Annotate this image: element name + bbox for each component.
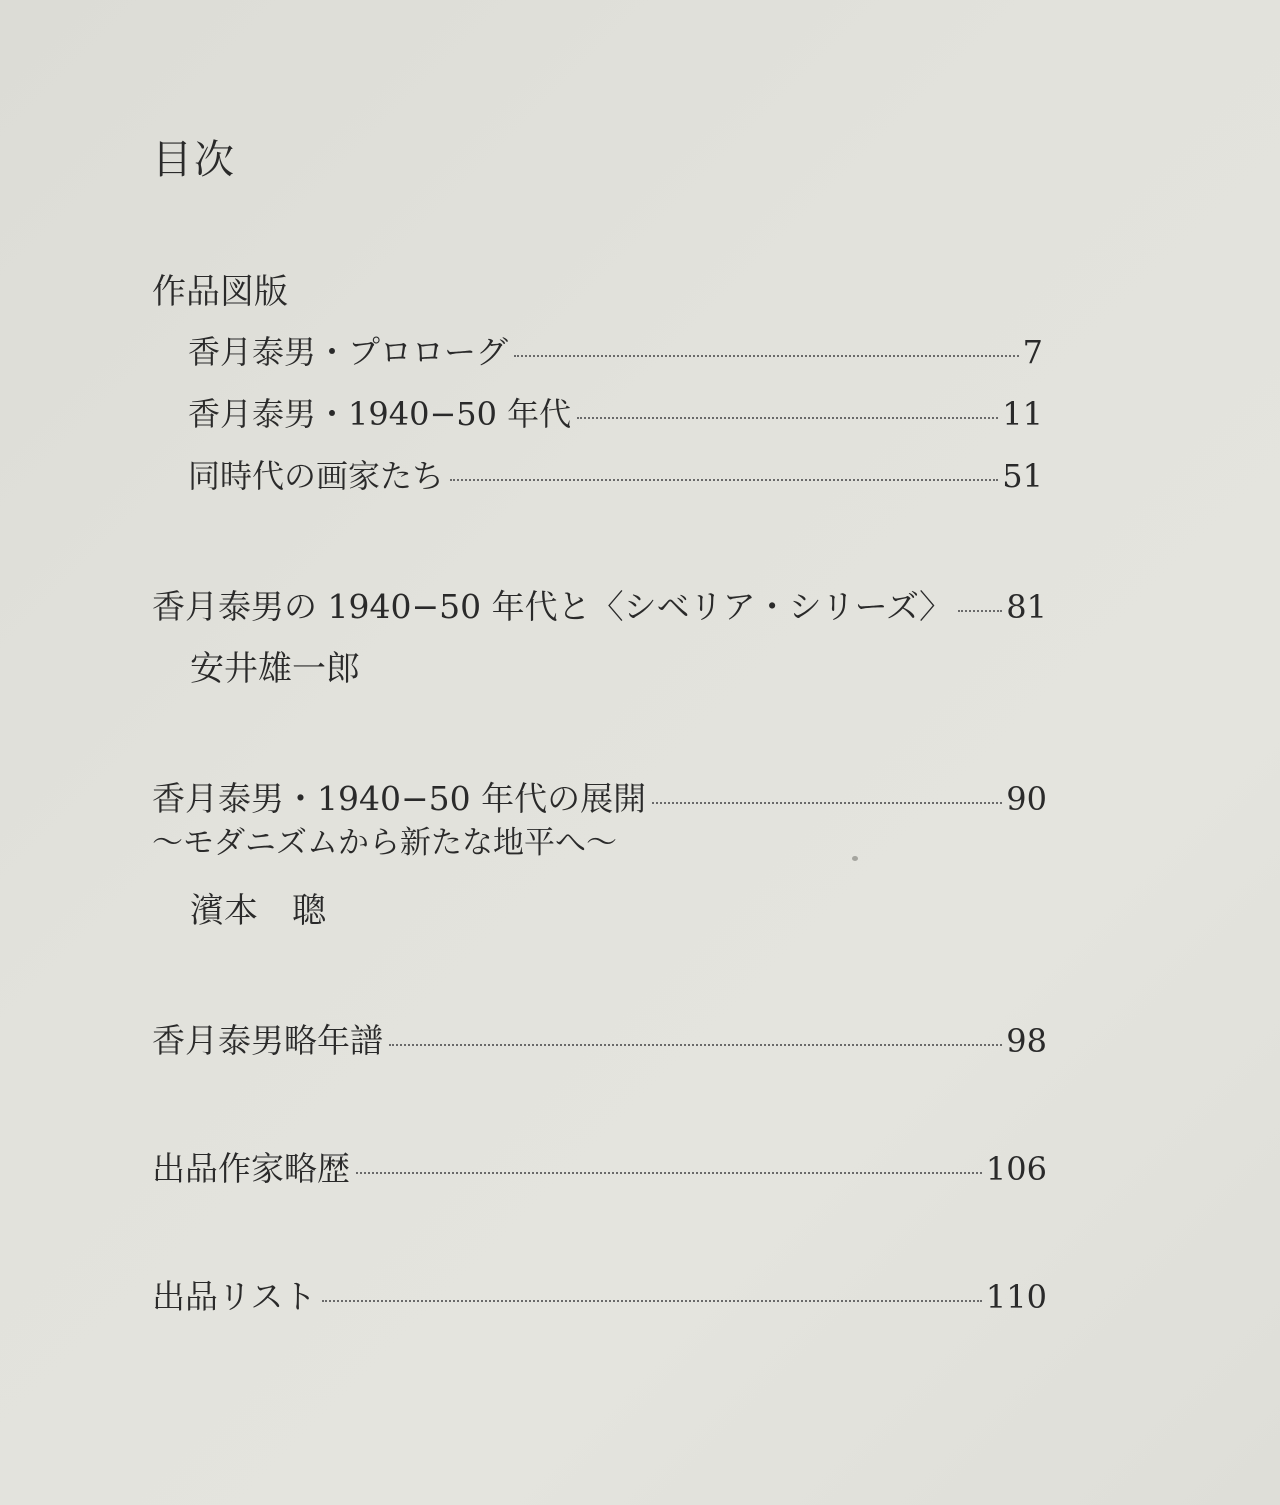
essay-author: 安井雄一郎 (190, 649, 360, 689)
toc-entry-page-number: 51 (1002, 457, 1043, 495)
toc-entry-page-number: 7 (1022, 333, 1043, 371)
toc-entry-label: 香月泰男略年譜 (152, 1021, 383, 1060)
toc-entry-page-number: 98 (1006, 1022, 1047, 1060)
page-title: 目次 (152, 137, 236, 183)
toc-entry-essay-development (152, 779, 1047, 818)
dotted-leader (322, 1300, 982, 1302)
toc-entry-essay-siberia (152, 587, 1047, 626)
toc-entry-label: 香月泰男・プロローグ (188, 333, 509, 371)
toc-entry-label: 香月泰男・1940−50 年代の展開 (152, 779, 647, 818)
toc-entry-page-number: 106 (985, 1150, 1047, 1188)
toc-entry-artist-biographies (152, 1149, 1047, 1188)
essay-subtitle: 〜モダニズムから新たな地平へ〜 (152, 825, 617, 861)
toc-entry-page-number: 81 (1006, 588, 1047, 626)
toc-entry-label: 同時代の画家たち (188, 457, 445, 495)
toc-entry-label: 出品リスト (152, 1277, 317, 1316)
toc-entry-1940-50s (188, 395, 1043, 433)
toc-entry-page-number: 90 (1006, 780, 1047, 818)
dotted-leader (652, 802, 1002, 804)
section-heading-plates: 作品図版 (152, 272, 288, 312)
toc-entry-prologue (188, 333, 1043, 371)
dotted-leader (577, 417, 998, 419)
dotted-leader (958, 610, 1002, 612)
toc-entry-label: 香月泰男・1940−50 年代 (188, 395, 572, 433)
toc-entry-label: 香月泰男の 1940−50 年代と〈シベリア・シリーズ〉 (152, 587, 952, 626)
toc-entry-page-number: 11 (1002, 395, 1043, 433)
dotted-leader (389, 1044, 1002, 1046)
dotted-leader (450, 479, 998, 481)
toc-entry-chronology (152, 1021, 1047, 1060)
paper-speck (852, 856, 858, 861)
toc-entry-exhibit-list (152, 1277, 1047, 1316)
essay-author: 濱本 聰 (190, 891, 326, 931)
toc-entry-page-number: 110 (985, 1278, 1047, 1316)
toc-entry-label: 出品作家略歴 (152, 1149, 350, 1188)
toc-entry-contemporaries (188, 457, 1043, 495)
dotted-leader (514, 355, 1019, 357)
dotted-leader (356, 1172, 982, 1174)
